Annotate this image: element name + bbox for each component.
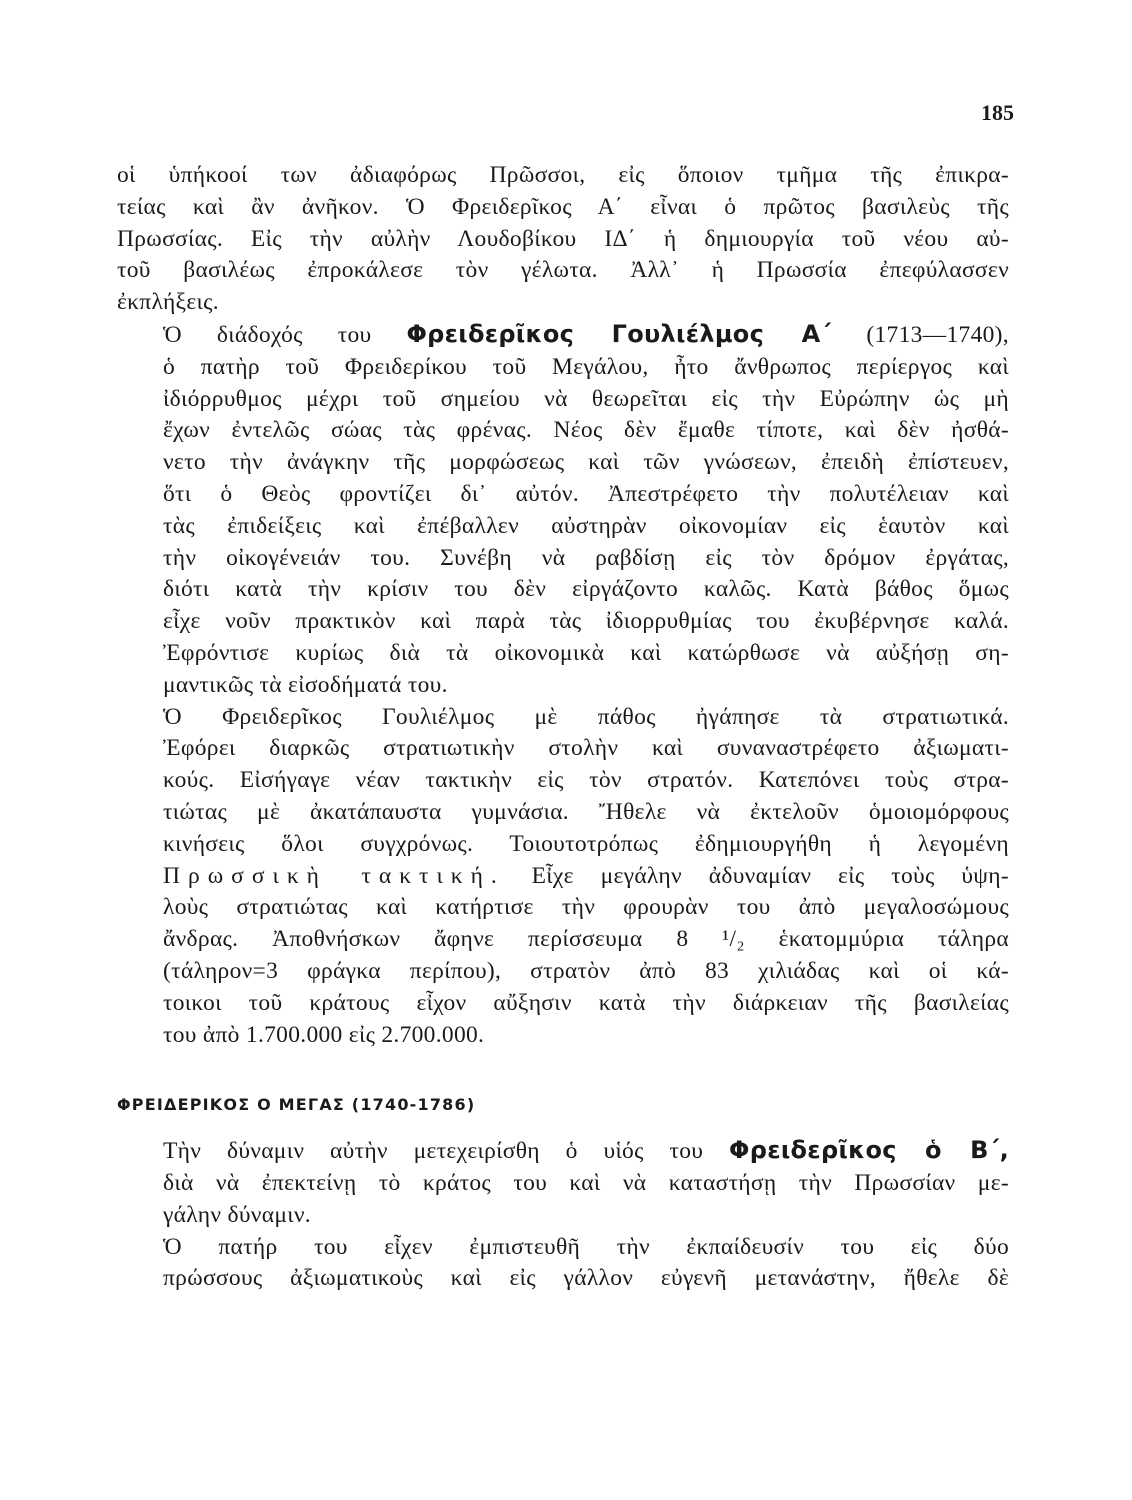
text-line: ὁ πατὴρ τοῦ Φρειδερίκου τοῦ Μεγάλου, ἦτο ἄνθρωπος περίεργος καὶ: [163, 353, 1009, 380]
text-line: [117, 319, 1009, 352]
text-line: Ὁ Φρειδερῖκος Γουλιέλμος μὲ πάθος ἠγάπησε τὰ στρατιωτικά.: [163, 703, 1009, 730]
text-line: εἶχε νοῦν πρακτικὸν καὶ παρὰ τὰς ἰδιορρυθμίας του ἐκυβέρνησε καλά.: [163, 608, 1009, 635]
text-fragment: Τὴν δύναμιν αὐτὴν μετεχειρίσθη ὁ υἱός του: [163, 1138, 704, 1165]
paragraph-3: [117, 702, 1009, 1052]
text-line: ἄνδρας. Ἀποθνήσκων ἄφηνε περίσσευμα 8 ¹/₂ ἑκατομμύρια τάληρα: [163, 926, 1009, 953]
text-line: τοικοι τοῦ κράτους εἶχον αὔξησιν κατὰ τὴν διάρκειαν τῆς βασιλείας: [163, 989, 1009, 1016]
text-line: τὰς ἐπιδείξεις καὶ ἐπέβαλλεν αὐστηρὰν οἰκονομίαν εἰς ἑαυτὸν καὶ: [163, 512, 1009, 539]
text-fragment: Ὁ διάδοχός του: [163, 321, 372, 348]
text-line: Ὁ πατήρ του εἶχεν ἐμπιστευθῆ τὴν ἐκπαίδευσίν του εἰς δύο: [163, 1233, 1009, 1260]
text-line: τιώτας μὲ ἀκατάπαυστα γυμνάσια. Ἤθελε νὰ ἐκτελοῦν ὁμοιομόρφους: [163, 798, 1009, 825]
text-line: διὰ νὰ ἐπεκτείνῃ τὸ κράτος του καὶ νὰ καταστήσῃ τὴν Πρωσσίαν με-: [163, 1169, 1009, 1196]
text-line: [117, 861, 1009, 893]
text-line: Πρωσσίας. Εἰς τὴν αὐλὴν Λουδοβίκου ΙΔ΄ ἡ δημιουργία τοῦ νέου αὐ-: [117, 225, 1009, 252]
paragraph-1: [117, 160, 1009, 319]
text-line: Ἐφρόντισε κυρίως διὰ τὰ οἰκονομικὰ καὶ κατώρθωσε νὰ αὐξήσῃ ση-: [163, 639, 1009, 666]
paragraph-5: [117, 1232, 1009, 1296]
text-line: (τάληρον=3 φράγκα περίπου), στρατὸν ἀπὸ 83 χιλιάδας καὶ οἱ κά-: [163, 957, 1009, 984]
text-line: διότι κατὰ τὴν κρίσιν του δὲν εἰργάζοντο καλῶς. Κατὰ βάθος ὅμως: [163, 576, 1009, 603]
text-fragment: (1713—1740),: [866, 321, 1009, 348]
spaced-term: Πρωσσικὴ τακτική.: [163, 862, 505, 889]
text-line: πρώσσους ἀξιωματικοὺς καὶ εἰς γάλλον εὐγενῆ μετανάστην, ἤθελε δὲ: [163, 1265, 1009, 1292]
section-heading: ΦΡΕΙΔΕΡΙΚΟΣ Ο ΜΕΓΑΣ (1740-1786): [117, 1095, 476, 1115]
text-line: γάλην δύναμιν.: [163, 1201, 311, 1228]
page-number: 185: [981, 100, 1014, 125]
text-line: ἰδιόρρυθμος μέχρι τοῦ σημείου νὰ θεωρεῖται εἰς τὴν Εὐρώπην ὡς μὴ: [163, 385, 1009, 412]
paragraph-2: [117, 319, 1009, 702]
text-line: ἔχων ἐντελῶς σώας τὰς φρένας. Νέος δὲν ἔμαθε τίποτε, καὶ δὲν ἠσθά-: [163, 417, 1009, 444]
text-fragment: Εἶχε μεγάλην ἀδυναμίαν εἰς τοὺς ὑψη-: [531, 862, 1009, 889]
text-line: μαντικῶς τὰ εἰσοδήματά του.: [163, 671, 448, 698]
text-line: κινήσεις ὅλοι συγχρόνως. Τοιουτοτρόπως ἐδημιουργήθη ἡ λεγομένη: [163, 830, 1009, 857]
text-line: τείας καὶ ἂν ἀνῆκον. Ὁ Φρειδερῖκος Α΄ εἶναι ὁ πρῶτος βασιλεὺς τῆς: [117, 193, 1009, 220]
paragraph-4: [117, 1135, 1009, 1231]
text-line: τοῦ βασιλέως ἐπροκάλεσε τὸν γέλωτα. Ἀλλ᾿ ἡ Πρωσσία ἐπεφύλασσεν: [117, 257, 1009, 284]
text-line: του ἀπὸ 1.700.000 εἰς 2.700.000.: [163, 1021, 485, 1048]
text-line: ὅτι ὁ Θεὸς φροντίζει δι᾿ αὐτόν. Ἀπεστρέφετο τὴν πολυτέλειαν καὶ: [163, 480, 1009, 507]
text-line: τὴν οἰκογένειάν του. Συνέβη νὰ ραβδίσῃ εἰς τὸν δρόμον ἐργάτας,: [163, 544, 1009, 571]
text-line: λοὺς στρατιώτας καὶ κατήρτισε τὴν φρουρὰν του ἀπὸ μεγαλοσώμους: [163, 894, 1009, 921]
text-line: Ἐφόρει διαρκῶς στρατιωτικὴν στολὴν καὶ συναναστρέφετο ἀξιωματι-: [163, 735, 1009, 762]
body-text: [117, 160, 1009, 1295]
text-line: ἐκπλήξεις.: [117, 289, 219, 316]
text-line: κούς. Εἰσήγαγε νέαν τακτικὴν εἰς τὸν στρατόν. Κατεπόνει τοὺς στρα-: [163, 767, 1009, 794]
bold-name: Φρειδερῖκος ὁ Β΄,: [729, 1136, 1009, 1165]
text-line: [117, 1135, 1009, 1168]
text-line: οἱ ὑπήκοοί των ἀδιαφόρως Πρῶσσοι, εἰς ὅποιον τμῆμα τῆς ἐπικρα-: [117, 162, 1009, 188]
bold-name: Φρειδερῖκος Γουλιέλμος Α΄: [406, 319, 832, 348]
text-line: νετο τὴν ἀνάγκην τῆς μορφώσεως καὶ τῶν γνώσεων, ἐπειδὴ ἐπίστευεν,: [163, 449, 1009, 476]
